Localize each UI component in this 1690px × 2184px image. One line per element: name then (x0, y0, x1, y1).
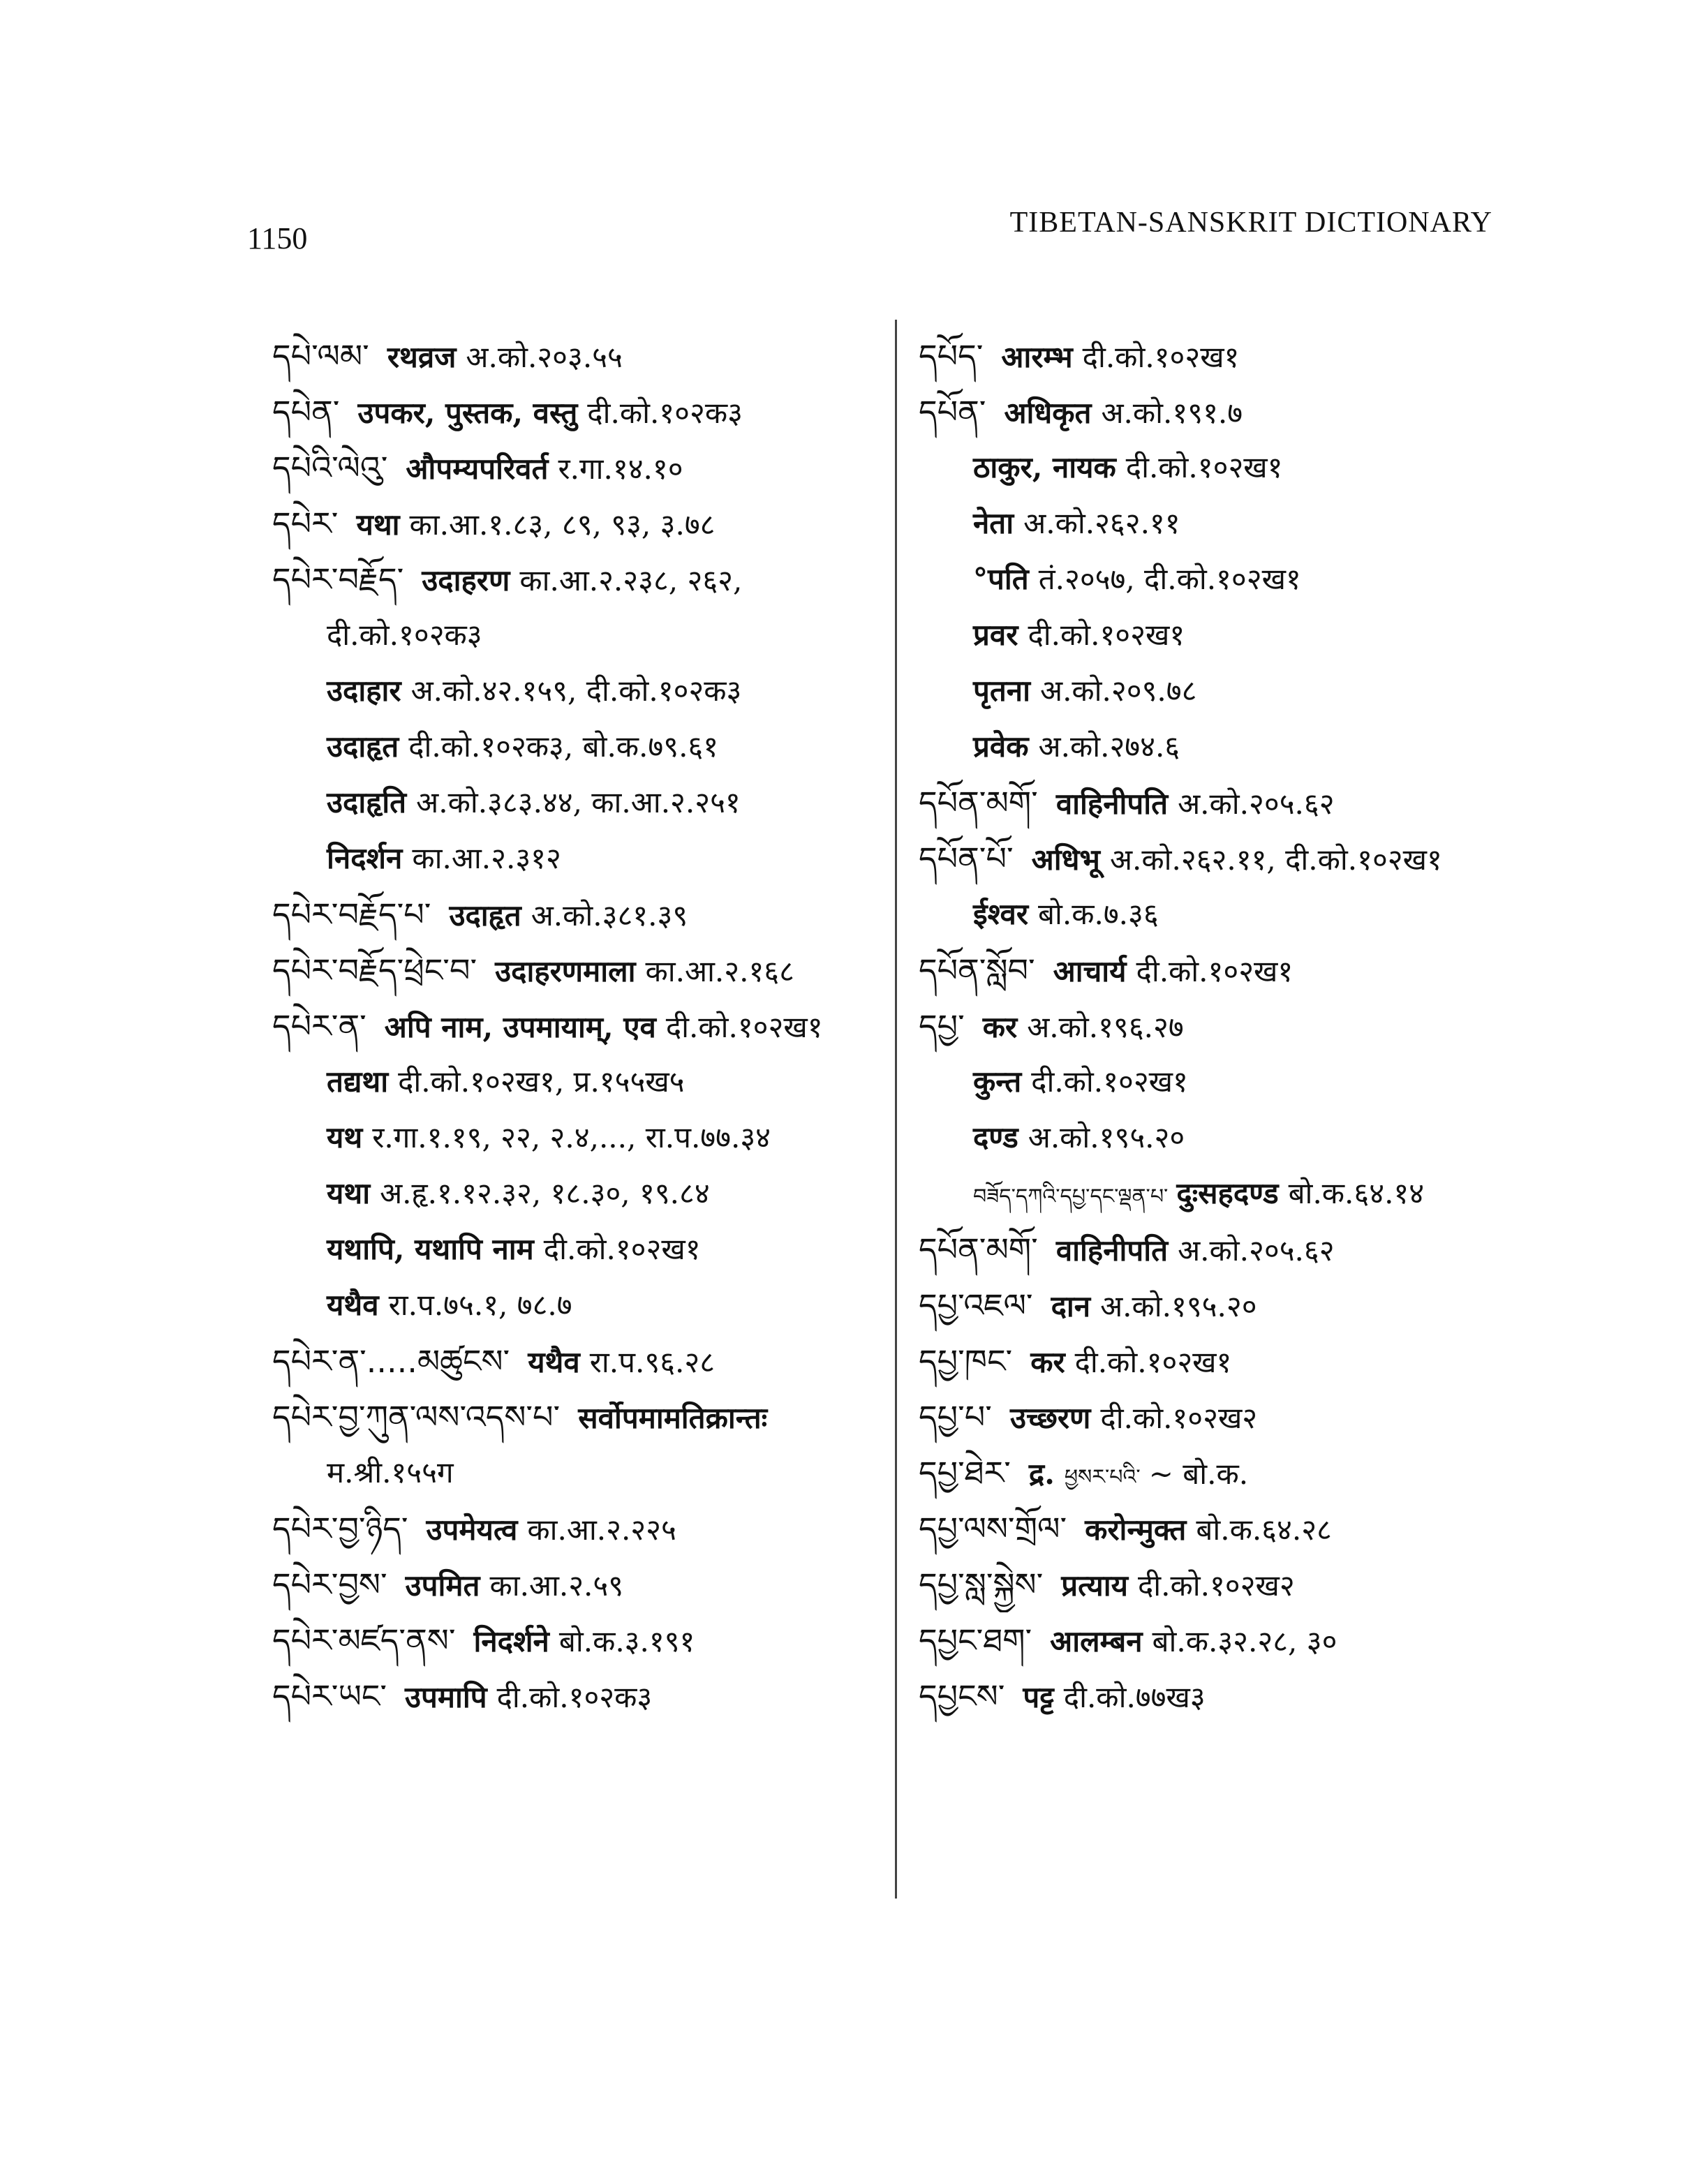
sanskrit-equivalent: अधिकृत (1004, 396, 1092, 430)
sanskrit-equivalent: उदाहरण (422, 563, 510, 597)
tibetan-headword: དཔེར་ན་.....མཚུངས་ (272, 1342, 510, 1380)
sanskrit-equivalent: उदाहरणमाला (495, 954, 636, 988)
source-reference: अ.को.१९१.७ (1101, 396, 1243, 430)
tibetan-headword: དཔེར་བྱས་ (272, 1566, 387, 1603)
sub-entry-line (919, 496, 1547, 551)
dictionary-entry (919, 831, 1547, 886)
source-reference: र.गा.१.१९, २२, २.४,..., रा.प.७७.३४ (372, 1120, 771, 1154)
dictionary-entry (272, 328, 887, 384)
source-reference: दी.को.१०२ख१, प्र.१५५ख५ (398, 1064, 685, 1099)
source-reference: दी.को.१०२क३ (587, 396, 743, 430)
dictionary-entry (272, 1333, 887, 1389)
tibetan-headword: དཔྱ་སླ་སྐྱེས་ (919, 1566, 1044, 1603)
sanskrit-equivalent: वाहिनीपति (1055, 787, 1169, 821)
tibetan-headword: དཔེར་བརྗོད་ཕྲེང་བ་ (272, 951, 477, 989)
source-reference: दी.को.१०२ख१ (1031, 1064, 1188, 1099)
tibetan-headword: དཔྱང་ཐག་ (919, 1621, 1032, 1659)
sanskrit-equivalent: उपमेयत्व (426, 1513, 518, 1547)
sanskrit-equivalent: अधिभू (1031, 842, 1100, 877)
source-reference: बो.क.६४.२८ (1196, 1513, 1332, 1547)
sub-entry-line (919, 1166, 1547, 1221)
source-reference: अ.को.१९६.२७ (1027, 1010, 1184, 1044)
tibetan-headword: དཔྱ་པ་ (919, 1398, 992, 1436)
dictionary-entry (272, 1668, 887, 1724)
dictionary-entry (919, 1445, 1547, 1501)
sub-entry-line (272, 607, 887, 663)
sanskrit-equivalent: आलम्बन (1050, 1624, 1143, 1658)
sanskrit-equivalent: यथैव (528, 1345, 580, 1379)
sanskrit-equivalent: कर (1030, 1345, 1065, 1379)
source-reference: तं.२०५७, दी.को.१०२ख१ (1038, 562, 1301, 596)
sanskrit-equivalent: द्र. (1028, 1457, 1055, 1491)
sub-entry-line (919, 1110, 1547, 1166)
dictionary-entry (272, 551, 887, 607)
sanskrit-equivalent: दण्ड (973, 1120, 1018, 1154)
tibetan-headword: དཔེར་བྱ་ཀུན་ལས་འདས་པ་ (272, 1398, 561, 1436)
dictionary-entry (272, 1389, 887, 1445)
source-reference: दी.को.१०२क३ (327, 618, 482, 652)
source-reference: दी.को.१०२ख१ (1074, 1345, 1232, 1379)
tibetan-headword: དཔྱངས་ (919, 1677, 1005, 1715)
tibetan-headword: དཔོད་ (919, 337, 984, 375)
source-reference: दी.को.१०२ख१ (665, 1010, 823, 1044)
sanskrit-equivalent: उच्छरण (1009, 1401, 1091, 1435)
tibetan-headword: དཔོན་ (919, 393, 986, 431)
sanskrit-equivalent: उपमित (405, 1568, 480, 1603)
source-reference: दी.को.७७ख३ (1063, 1680, 1206, 1714)
sub-entry-line (272, 831, 887, 886)
sanskrit-equivalent: °पति (973, 562, 1029, 596)
source-reference: अ.हृ.१.१२.३२, १८.३०, १९.८४ (380, 1176, 710, 1210)
tibetan-headword: དཔྱ་ཐེར་ (919, 1454, 1011, 1492)
source-reference: दी.को.१०२क३, बो.क.७९.६१ (408, 729, 719, 764)
sanskrit-equivalent: निदर्शन (327, 841, 403, 875)
sub-entry-line (919, 1054, 1547, 1110)
tibetan-headword: དཔོན་མགོ་ (919, 1231, 1038, 1268)
tibetan-headword: དཔེན་ (272, 393, 340, 431)
dictionary-entry (272, 440, 887, 496)
source-reference: दी.को.१०२ख१ (1125, 450, 1283, 484)
source-reference: अ.को.३८१.३९ (531, 898, 688, 933)
sanskrit-equivalent: रथव्रज (387, 340, 457, 374)
source-reference: बो.क.३.१९१ (558, 1624, 695, 1658)
dictionary-entry (919, 775, 1547, 831)
tibetan-headword: དཔེ་ལམ་ (272, 337, 369, 375)
tibetan-headword: དཔྱ་ལས་གྲོལ་ (919, 1510, 1067, 1547)
sanskrit-equivalent: आचार्य (1053, 954, 1127, 988)
source-reference: दी.को.१०२ख२ (1100, 1401, 1258, 1435)
source-reference: अ.को.३८३.४४, का.आ.२.२५१ (416, 785, 741, 819)
source-reference: र.गा.१४.१० (558, 452, 683, 486)
source-reference: अ.को.२०९.७८ (1039, 674, 1197, 708)
sanskrit-equivalent: उदाहृत (449, 898, 521, 933)
sanskrit-equivalent: उदाहृति (327, 785, 407, 819)
tibetan-headword: དཔེར་བྱ་ཉིད་ (272, 1510, 408, 1547)
source-reference: अ.को.२०५.६२ (1178, 787, 1335, 821)
tibetan-headword: དཔེར་ཡང་ (272, 1677, 387, 1715)
sanskrit-equivalent: करोन्मुक्त (1085, 1513, 1187, 1547)
tibetan-headword: དཔེར་བརྗོད་ (272, 560, 404, 598)
tibetan-headword: དཔེའི་ལེའུ་ (272, 449, 388, 486)
sub-entry-line (272, 1221, 887, 1277)
sanskrit-equivalent: वाहिनीपति (1055, 1233, 1169, 1268)
sub-entry-line (919, 719, 1547, 775)
sanskrit-equivalent: निदर्शने (473, 1624, 549, 1658)
page-number: 1150 (247, 221, 308, 255)
sub-entry-line (919, 440, 1547, 496)
dictionary-entry (919, 1501, 1547, 1557)
source-reference: अ.को.२६२.११, दी.को.१०२ख१ (1109, 842, 1442, 877)
source-reference: दी.को.१०२ख२ (1137, 1568, 1295, 1603)
sanskrit-equivalent: यथापि, यथापि नाम (327, 1232, 534, 1266)
tibetan-headword: དཔེར་ (272, 505, 339, 542)
sanskrit-equivalent: अपि नाम, उपमायाम्, एव (384, 1010, 656, 1044)
dictionary-entry (272, 1501, 887, 1557)
source-reference: अ.को.२०५.६२ (1178, 1233, 1335, 1268)
sanskrit-equivalent: यथा (356, 507, 400, 542)
sub-entry-line (919, 663, 1547, 719)
source-reference: रा.प.७५.१, ७८.७ (388, 1288, 572, 1322)
sub-entry-line (919, 886, 1547, 942)
dictionary-entry (919, 1333, 1547, 1389)
left-column (272, 328, 887, 1724)
source-reference: बो.क.७.३६ (1038, 897, 1159, 931)
source-reference: दी.को.१०२क३ (496, 1680, 653, 1714)
sanskrit-equivalent: प्रवेक (973, 729, 1029, 764)
dictionary-entry (919, 998, 1547, 1054)
dictionary-entry (272, 886, 887, 942)
tibetan-note: ཕྱསར་པའི་ (1064, 1465, 1141, 1490)
source-reference: दी.को.१०२ख१ (1082, 340, 1240, 374)
dictionary-entry (272, 384, 887, 440)
dictionary-entry (272, 1612, 887, 1668)
source-reference: ~ बो.क. (1148, 1457, 1249, 1491)
sub-entry-line (272, 1277, 887, 1333)
sub-entry-line (272, 1166, 887, 1221)
source-reference: दी.को.१०२ख१ (543, 1232, 701, 1266)
sanskrit-equivalent: दान (1051, 1289, 1091, 1323)
source-reference: अ.को.१९५.२० (1028, 1120, 1185, 1154)
right-column (919, 328, 1547, 1724)
dictionary-entry (272, 1557, 887, 1612)
sanskrit-equivalent: नेता (973, 506, 1014, 540)
dictionary-entry (919, 1557, 1547, 1612)
source-reference: अ.को.४२.१५९, दी.को.१०२क३ (410, 674, 742, 708)
sanskrit-equivalent: प्रवर (973, 618, 1018, 652)
sanskrit-equivalent: आरम्भ (1001, 340, 1073, 374)
sub-entry-line (272, 1445, 887, 1501)
sanskrit-equivalent: उपमापि (405, 1680, 487, 1714)
sub-entry-line (272, 663, 887, 719)
sanskrit-equivalent: औपम्यपरिवर्त (406, 452, 549, 486)
tibetan-headword: དཔྱ་འཇལ་ (919, 1286, 1033, 1324)
dictionary-entry (919, 942, 1547, 998)
sanskrit-equivalent: उदाहार (327, 674, 401, 708)
source-reference: अ.को.२०३.५५ (466, 340, 623, 374)
sanskrit-equivalent: पट्ट (1023, 1680, 1054, 1714)
tibetan-headword: དཔོན་མགོ་ (919, 784, 1038, 822)
source-reference: का.आ.२.१६८ (645, 954, 794, 988)
tibetan-headword: དཔོན་པོ་ (919, 840, 1014, 877)
source-reference: दी.को.१०२ख१ (1136, 954, 1294, 988)
sanskrit-equivalent: प्रत्याय (1061, 1568, 1128, 1603)
tibetan-headword: དཔོན་སློབ་ (919, 951, 1035, 989)
sub-entry-line (919, 551, 1547, 607)
dictionary-entry (919, 1221, 1547, 1277)
tibetan-headword: དཔེར་བརྗོད་པ་ (272, 896, 431, 933)
sub-entry-line (919, 607, 1547, 663)
dictionary-entry (919, 1668, 1547, 1724)
dictionary-entry (919, 1277, 1547, 1333)
sanskrit-equivalent: ईश्वर (973, 897, 1029, 931)
running-title: TIBETAN-SANSKRIT DICTIONARY (1009, 207, 1492, 239)
tibetan-headword: དཔྱ་ཁང་ (919, 1342, 1013, 1380)
source-reference: दी.को.१०२ख१ (1028, 618, 1185, 652)
sub-entry-line (272, 719, 887, 775)
source-reference: रा.प.९६.२८ (589, 1345, 716, 1379)
sub-entry-line (272, 1110, 887, 1166)
tibetan-headword: དཔྱ་ (919, 1007, 965, 1045)
source-reference: का.आ.२.२३८, २६२, (519, 563, 743, 597)
source-reference: म.श्री.१५५ग (327, 1455, 454, 1490)
dictionary-entry (272, 496, 887, 551)
sanskrit-equivalent: उदाहृत (327, 729, 399, 764)
source-reference: अ.को.२६२.११ (1023, 506, 1180, 540)
sanskrit-equivalent: सर्वोपमामतिक्रान्तः (578, 1401, 768, 1435)
tibetan-headword: དཔེར་མཛད་ནས་ (272, 1621, 456, 1659)
sanskrit-equivalent: दुःसहदण्ड (1176, 1176, 1279, 1210)
column-divider (895, 320, 897, 1899)
dictionary-entry (272, 942, 887, 998)
source-reference: का.आ.२.५९ (489, 1568, 624, 1603)
sanskrit-equivalent: यथैव (327, 1288, 379, 1322)
tibetan-headword: བཟོད་དཀའི་དཔྱ་དང་ལྡན་པ་ (973, 1184, 1169, 1209)
source-reference: का.आ.१.८३, ८९, ९३, ३.७८ (409, 507, 716, 542)
source-reference: अ.को.१९५.२० (1100, 1289, 1257, 1323)
dictionary-entry (272, 998, 887, 1054)
sub-entry-line (272, 775, 887, 831)
source-reference: का.आ.२.३१२ (412, 841, 561, 875)
dictionary-entry (919, 1612, 1547, 1668)
dictionary-entry (919, 328, 1547, 384)
sanskrit-equivalent: यथ (327, 1120, 363, 1154)
sanskrit-equivalent: तद्यथा (327, 1064, 389, 1099)
sanskrit-equivalent: ठाकुर, नायक (973, 450, 1116, 484)
sub-entry-line (272, 1054, 887, 1110)
source-reference: बो.क.६४.१४ (1288, 1176, 1425, 1210)
dictionary-entry (919, 1389, 1547, 1445)
tibetan-headword: དཔེར་ན་ (272, 1007, 366, 1045)
sanskrit-equivalent: यथा (327, 1176, 371, 1210)
sanskrit-equivalent: उपकर, पुस्तक, वस्तु (357, 396, 578, 430)
source-reference: अ.को.२७४.६ (1038, 729, 1180, 764)
sanskrit-equivalent: कर (982, 1010, 1018, 1044)
source-reference: का.आ.२.२२५ (527, 1513, 676, 1547)
sanskrit-equivalent: पृतना (973, 674, 1030, 708)
sanskrit-equivalent: कुन्त (973, 1064, 1022, 1099)
source-reference: बो.क.३२.२८, ३० (1152, 1624, 1337, 1658)
dictionary-entry (919, 384, 1547, 440)
